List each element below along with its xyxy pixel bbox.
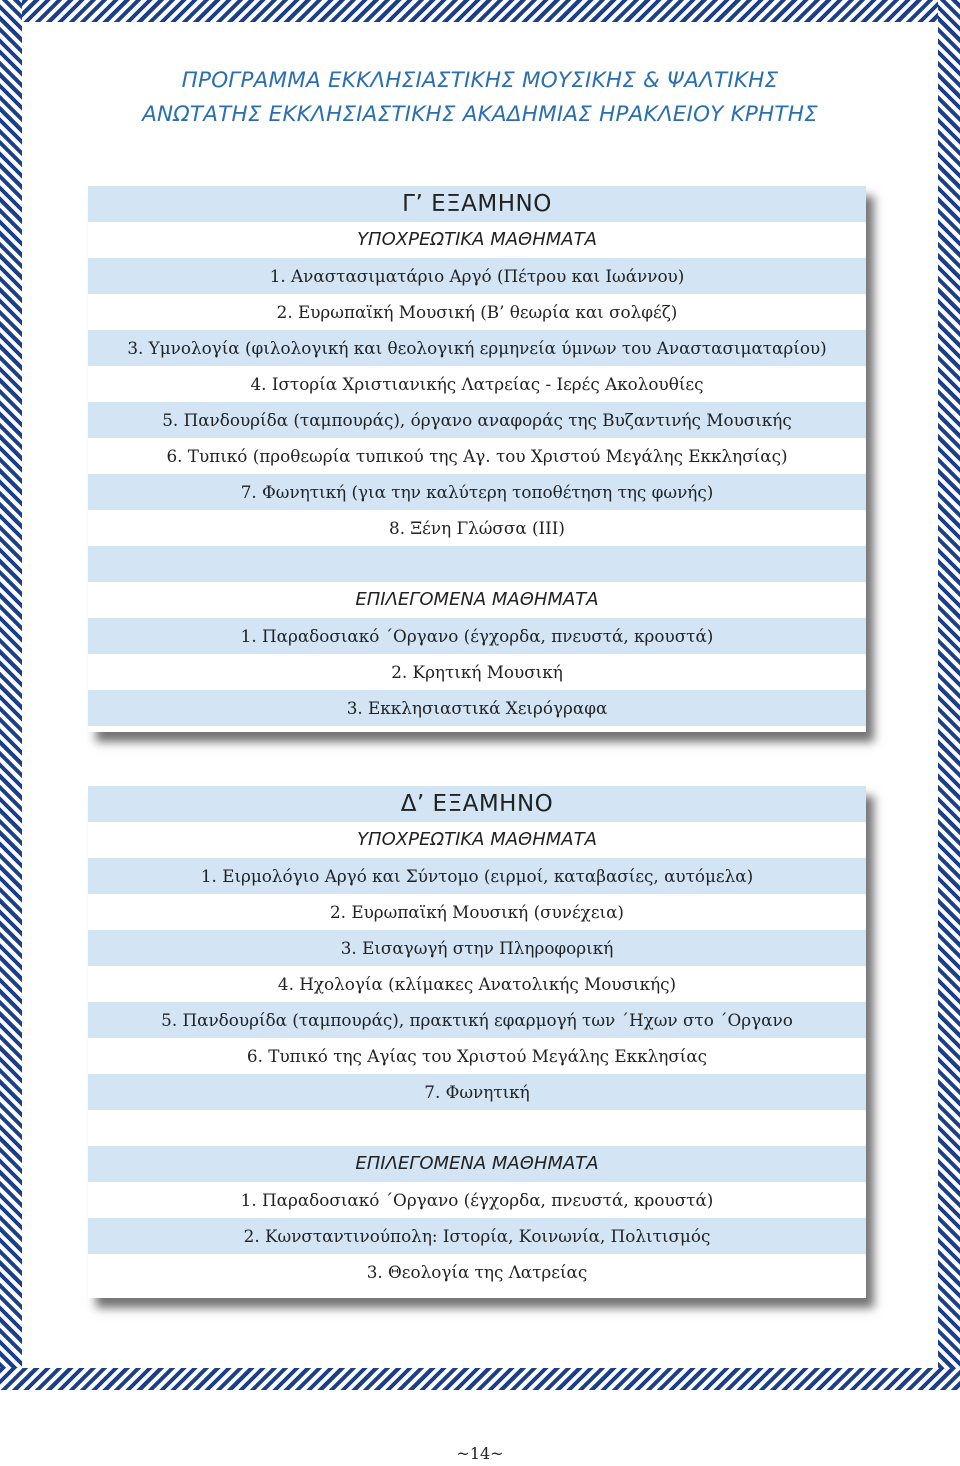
decorative-rope-border-left — [0, 0, 22, 1390]
course-item: 2. Ευρωπαϊκή Μουσική (συνέχεια) — [88, 894, 866, 930]
course-item: 3. Θεολογία της Λατρείας — [88, 1254, 866, 1290]
course-item: 3. Εκκλησιαστικά Χειρόγραφα — [88, 690, 866, 726]
course-item: 1. Παραδοσιακό ΄Οργανο (έγχορδα, πνευστά, κρουστά) — [88, 618, 866, 654]
decorative-rope-border-top — [0, 0, 960, 22]
program-title-line-2: ΑΝΩΤΑΤΗΣ ΕΚΚΛΗΣΙΑΣΤΙΚΗΣ ΑΚΑΔΗΜΙΑΣ ΗΡΑΚΛΕΙΟΥ ΚΡΗΤΗΣ — [142, 102, 818, 127]
course-item: 8. Ξένη Γλώσσα (ΙΙΙ) — [88, 510, 866, 546]
course-item: 6. Τυπικό της Αγίας του Χριστού Μεγάλης Εκκλησίας — [88, 1038, 866, 1074]
course-item: 4. Ηχολογία (κλίμακες Ανατολικής Μουσικής) — [88, 966, 866, 1002]
course-item: 7. Φωνητική — [88, 1074, 866, 1110]
spacer-row — [88, 1110, 866, 1146]
decorative-rope-border-right — [938, 0, 960, 1390]
course-item: 6. Τυπικό (προθεωρία τυπικού της Αγ. του Χριστού Μεγάλης Εκκλησίας) — [88, 438, 866, 474]
course-item: 2. Κωνσταντινούπολη: Ιστορία, Κοινωνία, Πολιτισμός — [88, 1218, 866, 1254]
elective-courses-label: ΕΠΙΛΕΓΟΜΕΝΑ ΜΑΘΗΜΑΤΑ — [88, 582, 866, 618]
course-item: 4. Ιστορία Χριστιανικής Λατρείας - Ιερές Ακολουθίες — [88, 366, 866, 402]
spacer-row — [88, 546, 866, 582]
required-courses-label: ΥΠΟΧΡΕΩΤΙΚΑ ΜΑΘΗΜΑΤΑ — [88, 822, 866, 858]
course-item: 2. Κρητική Μουσική — [88, 654, 866, 690]
course-item: 3. Εισαγωγή στην Πληροφορική — [88, 930, 866, 966]
semester-heading: Γ’ ΕΞΑΜΗΝΟ — [88, 186, 866, 222]
course-item: 1. Ειρμολόγιο Αργό και Σύντομο (ειρμοί, καταβασίες, αυτόμελα) — [88, 858, 866, 894]
semester-d-panel — [88, 786, 866, 1298]
page-number: ~14~ — [456, 1444, 504, 1463]
course-item: 1. Παραδοσιακό ΄Οργανο (έγχορδα, πνευστά, κρουστά) — [88, 1182, 866, 1218]
decorative-rope-border-bottom — [0, 1368, 960, 1390]
required-courses-label: ΥΠΟΧΡΕΩΤΙΚΑ ΜΑΘΗΜΑΤΑ — [88, 222, 866, 258]
course-item: 2. Ευρωπαϊκή Μουσική (Β’ θεωρία και σολφέζ) — [88, 294, 866, 330]
course-item: 5. Πανδουρίδα (ταμπουράς), όργανο αναφοράς της Βυζαντινής Μουσικής — [88, 402, 866, 438]
elective-courses-label: ΕΠΙΛΕΓΟΜΕΝΑ ΜΑΘΗΜΑΤΑ — [88, 1146, 866, 1182]
semester-c-panel — [88, 186, 866, 732]
course-item: 5. Πανδουρίδα (ταμπουράς), πρακτική εφαρμογή των ΄Ηχων στο ΄Οργανο — [88, 1002, 866, 1038]
course-item: 1. Αναστασιματάριο Αργό (Πέτρου και Ιωάννου) — [88, 258, 866, 294]
program-title-line-1: ΠΡΟΓΡΑΜΜΑ ΕΚΚΛΗΣΙΑΣΤΙΚΗΣ ΜΟΥΣΙΚΗΣ & ΨΑΛΤΙΚΗΣ — [181, 68, 779, 93]
course-item: 7. Φωνητική (για την καλύτερη τοποθέτηση της φωνής) — [88, 474, 866, 510]
semester-heading: Δ’ ΕΞΑΜΗΝΟ — [88, 786, 866, 822]
course-item: 3. Υμνολογία (φιλολογική και θεολογική ερμηνεία ύμνων του Αναστασιματαρίου) — [88, 330, 866, 366]
